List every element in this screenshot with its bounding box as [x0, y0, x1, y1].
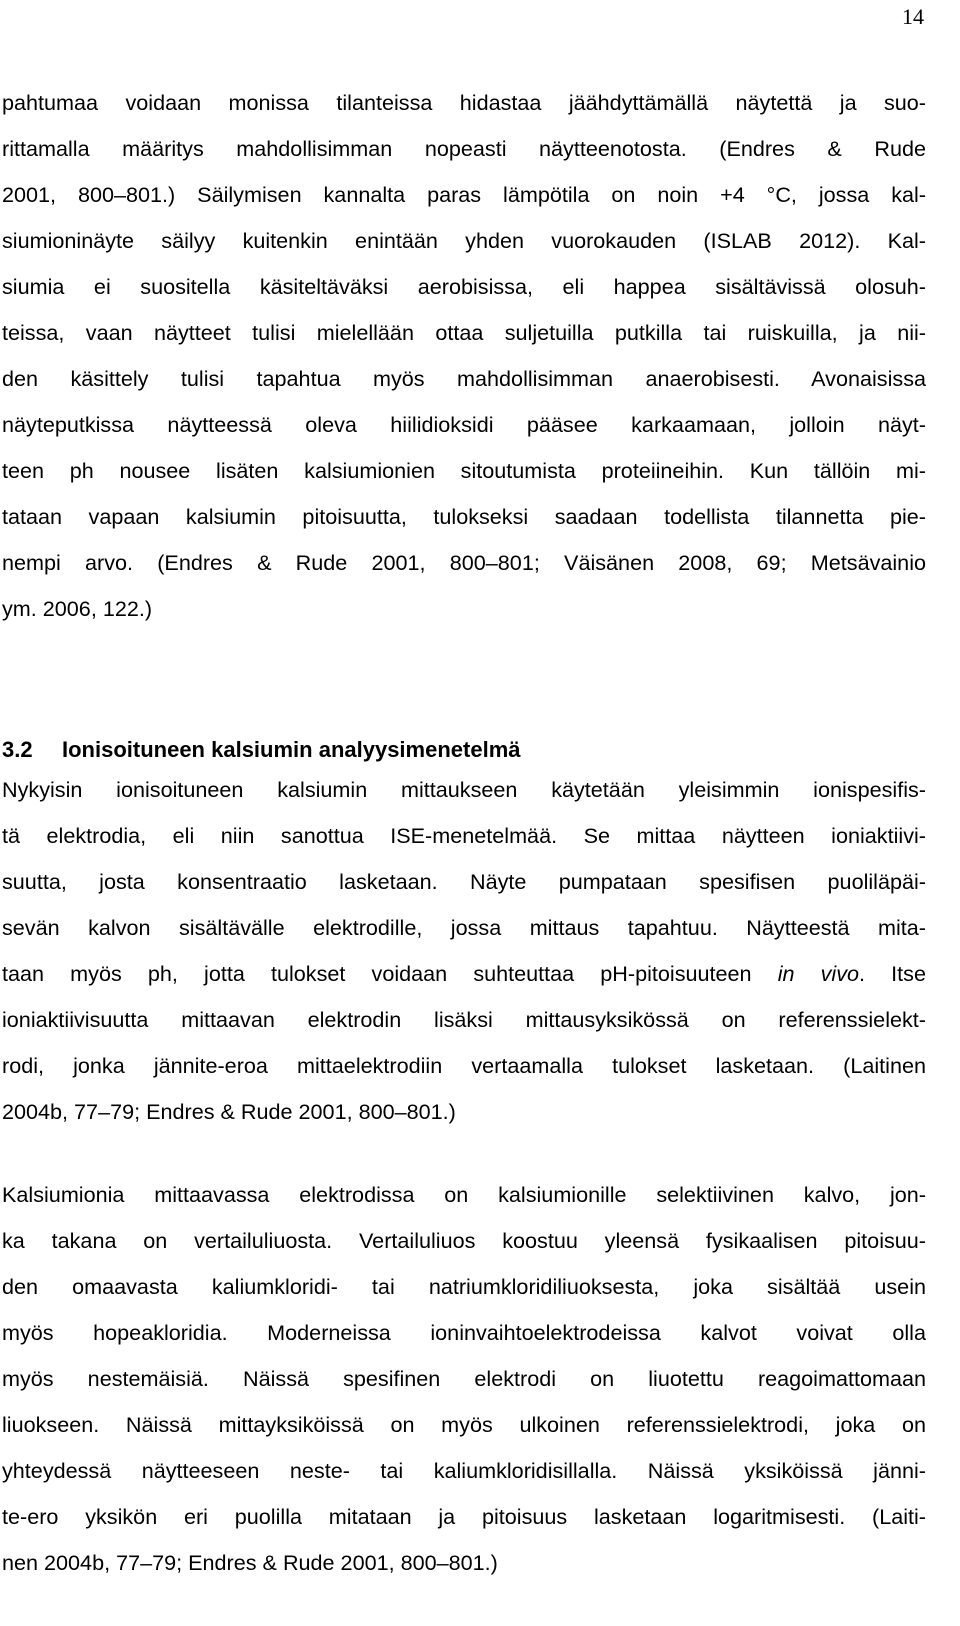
paragraph-3: [2, 1172, 926, 1586]
text-line: ka takana on vertailuliuosta. Vertailuliuos koostuu yleensä fysikaalisen pitoisuu-: [2, 1228, 926, 1253]
text-line-with-italic: [2, 951, 926, 997]
text-line: nen 2004b, 77–79; Endres & Rude 2001, 800–801.): [2, 1550, 498, 1575]
page-number: 14: [902, 4, 924, 29]
text-line: ym. 2006, 122.): [2, 596, 153, 621]
text-line: Nykyisin ionisoituneen kalsiumin mittaukseen käytetään yleisimmin ionispesifis-: [2, 777, 926, 802]
text-line: myös hopeakloridia. Moderneissa ioninvaihtoelektrodeissa kalvot voivat olla: [2, 1320, 926, 1345]
section-number: 3.2: [2, 737, 33, 762]
text-line: tä elektrodia, eli niin sanottua ISE-menetelmää. Se mittaa näytteen ioniaktiivi-: [2, 823, 926, 848]
text-line: rittamalla määritys mahdollisimman nopeasti näytteenotosta. (Endres & Rude: [2, 136, 926, 161]
text-line: 2004b, 77–79; Endres & Rude 2001, 800–801.): [2, 1099, 456, 1124]
text-line: yhteydessä näytteeseen neste- tai kaliumkloridisillalla. Näissä yksiköissä jänni-: [2, 1458, 926, 1483]
text-line: den omaavasta kaliumkloridi- tai natriumkloridiliuoksesta, joka sisältää usein: [2, 1274, 926, 1299]
text-line: Kalsiumionia mittaavassa elektrodissa on kalsiumionille selektiivinen kalvo, jon-: [2, 1182, 926, 1207]
text-line: ioniaktiivisuutta mittaavan elektrodin lisäksi mittausyksikössä on referenssielekt-: [2, 1007, 926, 1032]
text-line: siumia ei suositella käsiteltäväksi aerobisissa, eli happea sisältävissä olosuh-: [2, 274, 926, 299]
text-line: teissa, vaan näytteet tulisi mielellään ottaa suljetuilla putkilla tai ruiskuilla, ja nii-: [2, 320, 926, 345]
text-line: suutta, josta konsentraatio lasketaan. Näyte pumpataan spesifisen puoliläpäi-: [2, 869, 926, 894]
paragraph-1: [2, 80, 926, 632]
section-title: Ionisoituneen kalsiumin analyysimenetelmä: [62, 737, 521, 762]
text-line: teen ph nousee lisäten kalsiumionien sitoutumista proteiineihin. Kun tällöin mi-: [2, 458, 926, 483]
text-fragment: taan myös ph, jotta tulokset voidaan suhteuttaa pH-pitoisuuteen: [2, 961, 778, 986]
text-line: te-ero yksikön eri puolilla mitataan ja pitoisuus lasketaan logaritmisesti. (Laiti-: [2, 1504, 926, 1529]
text-fragment: . Itse: [859, 961, 926, 986]
text-line: tataan vapaan kalsiumin pitoisuutta, tulokseksi saadaan todellista tilannetta pie-: [2, 504, 926, 529]
text-line: nempi arvo. (Endres & Rude 2001, 800–801; Väisänen 2008, 69; Metsävainio: [2, 550, 926, 575]
text-line: siumioninäyte säilyy kuitenkin enintään yhden vuorokauden (ISLAB 2012). Kal-: [2, 228, 926, 253]
text-line: pahtumaa voidaan monissa tilanteissa hidastaa jäähdyttämällä näytettä ja suo-: [2, 90, 926, 115]
text-line: myös nestemäisiä. Näissä spesifinen elektrodi on liuotettu reagoimattomaan: [2, 1366, 926, 1391]
paragraph-2: [2, 767, 926, 1135]
text-line: 2001, 800–801.) Säilymisen kannalta paras lämpötila on noin +4 °C, jossa kal-: [2, 182, 926, 207]
italic-term: in vivo: [777, 961, 860, 986]
text-line: rodi, jonka jännite-eroa mittaelektrodiin vertaamalla tulokset lasketaan. (Laitinen: [2, 1053, 926, 1078]
text-line: den käsittely tulisi tapahtua myös mahdollisimman anaerobisesti. Avonaisissa: [2, 366, 926, 391]
text-line: liuokseen. Näissä mittayksiköissä on myös ulkoinen referenssielektrodi, joka on: [2, 1412, 926, 1437]
text-line: sevän kalvon sisältävälle elektrodille, jossa mittaus tapahtuu. Näytteestä mita-: [2, 915, 926, 940]
text-line: näyteputkissa näytteessä oleva hiilidioksidi pääsee karkaamaan, jolloin näyt-: [2, 412, 926, 437]
